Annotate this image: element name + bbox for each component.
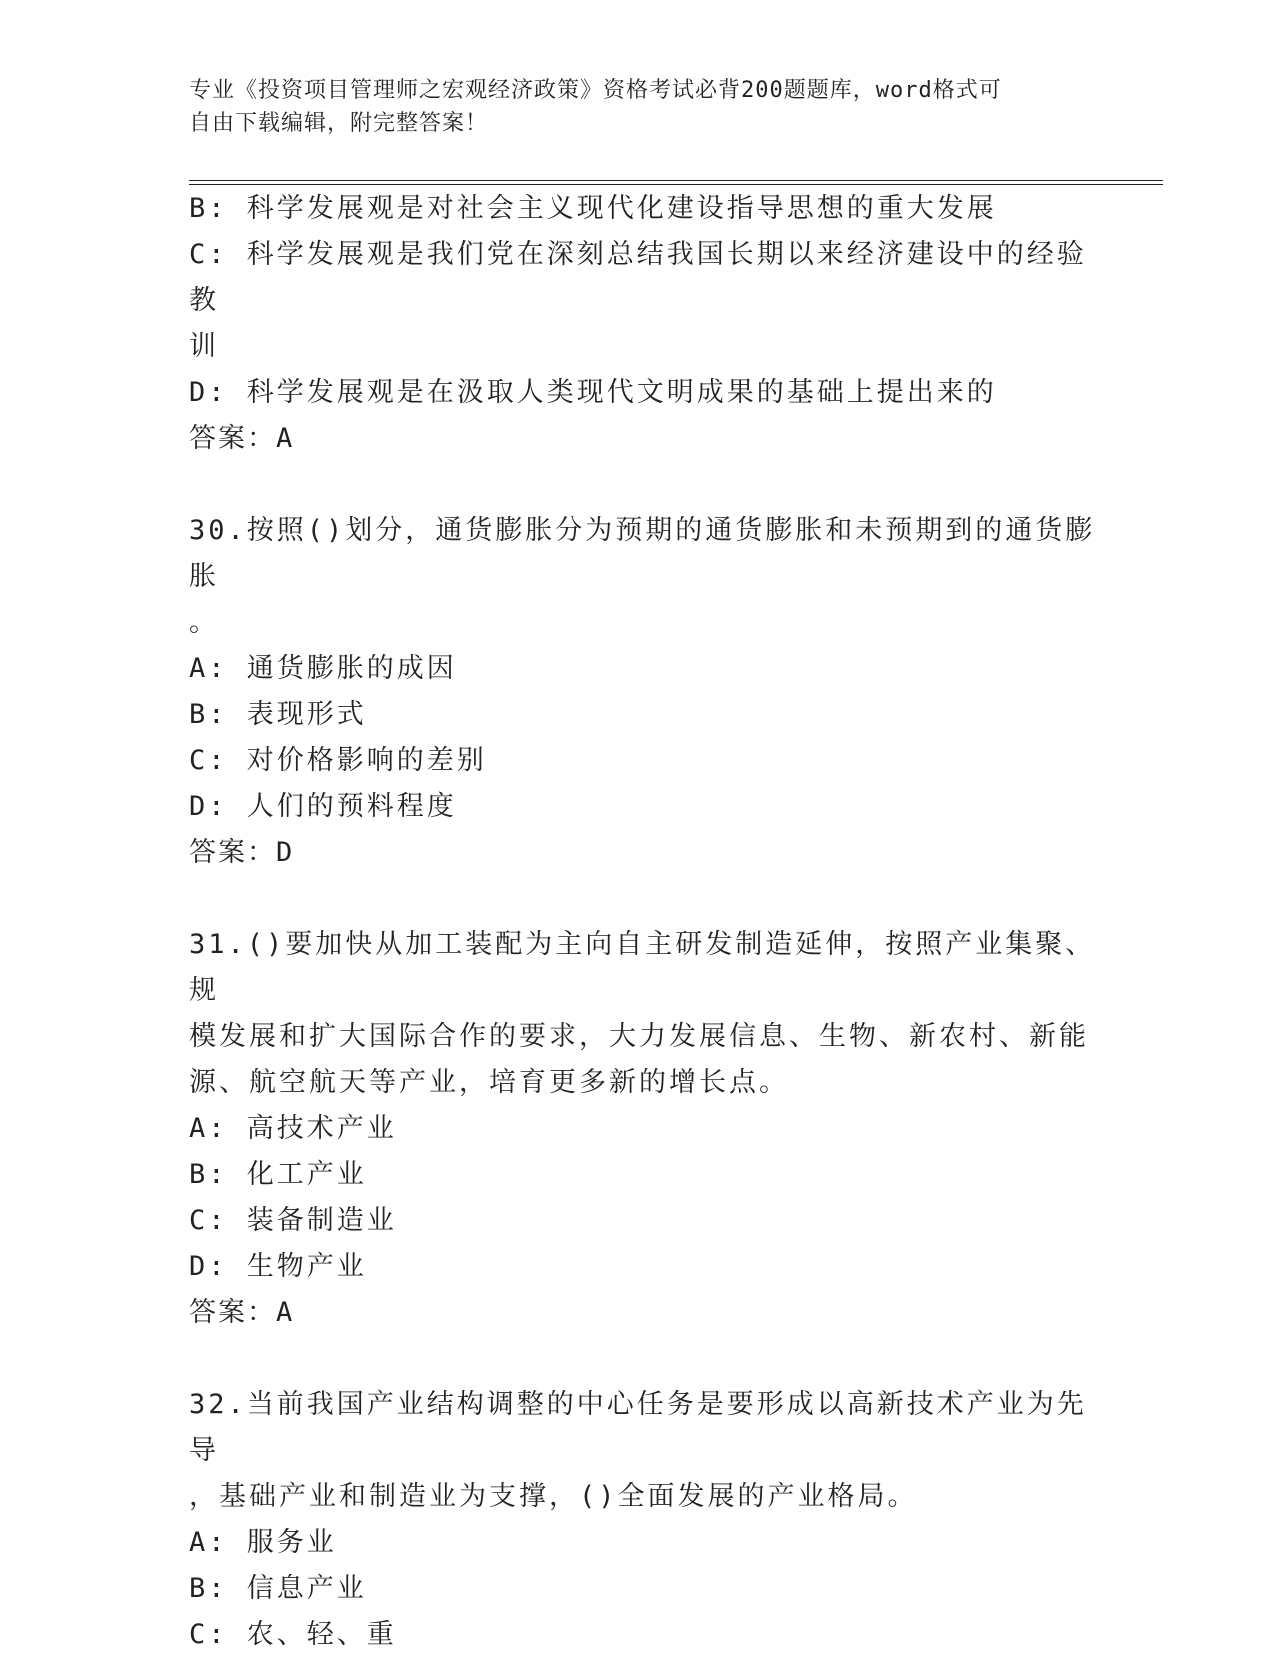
answer-label: 答案： <box>189 423 276 454</box>
answer-line <box>189 416 1099 462</box>
header-line-2: 自由下载编辑，附完整答案！ <box>189 111 489 136</box>
option-b: B: 科学发展观是对社会主义现代化建设指导思想的重大发展 <box>189 193 997 224</box>
option-b: B: 表现形式 <box>189 699 367 730</box>
option-d: D: 生物产业 <box>189 1251 367 1282</box>
option-b: B: 信息产业 <box>189 1573 367 1604</box>
question-text: 30.按照()划分，通货膨胀分为预期的通货膨胀和未预期到的通货膨胀 <box>189 515 1096 592</box>
header-double-rule <box>189 180 1163 185</box>
option-b: B: 化工产业 <box>189 1159 367 1190</box>
option-c-continued: 训 <box>189 331 219 362</box>
question-31 <box>189 922 1099 1336</box>
question-text-continued: 模发展和扩大国际合作的要求，大力发展信息、生物、新农村、新能 <box>189 1021 1089 1052</box>
answer-value: A <box>276 1297 295 1328</box>
option-a: A: 服务业 <box>189 1527 337 1558</box>
document-header <box>189 74 1089 140</box>
answer-line <box>189 830 1099 876</box>
option-c: C: 科学发展观是我们党在深刻总结我国长期以来经济建设中的经验教 <box>189 239 1087 316</box>
question-29-partial <box>189 186 1099 462</box>
answer-value: A <box>276 423 295 454</box>
question-content <box>189 186 1099 1658</box>
answer-line <box>189 1290 1099 1336</box>
answer-label: 答案： <box>189 1297 276 1328</box>
option-d: D: 科学发展观是在汲取人类现代文明成果的基础上提出来的 <box>189 377 997 408</box>
option-c: C: 装备制造业 <box>189 1205 397 1236</box>
answer-value: D <box>276 837 295 868</box>
question-text-continued: 源、航空航天等产业，培育更多新的增长点。 <box>189 1067 789 1098</box>
question-text-continued: ，基础产业和制造业为支撑，()全面发展的产业格局。 <box>189 1481 918 1512</box>
question-text: 32.当前我国产业结构调整的中心任务是要形成以高新技术产业为先导 <box>189 1389 1087 1466</box>
option-d: D: 人们的预料程度 <box>189 791 457 822</box>
spacer <box>189 1336 1099 1382</box>
question-text: 31.()要加快从加工装配为主向自主研发制造延伸，按照产业集聚、规 <box>189 929 1096 1006</box>
header-line-1: 专业《投资项目管理师之宏观经济政策》资格考试必背200题题库，word格式可 <box>189 78 1002 103</box>
answer-label: 答案： <box>189 837 276 868</box>
option-c: C: 农、轻、重 <box>189 1619 397 1650</box>
question-text-continued: 。 <box>189 607 219 638</box>
spacer <box>189 462 1099 508</box>
question-30 <box>189 508 1099 876</box>
option-c: C: 对价格影响的差别 <box>189 745 487 776</box>
option-a: A: 高技术产业 <box>189 1113 397 1144</box>
option-a: A: 通货膨胀的成因 <box>189 653 457 684</box>
question-32 <box>189 1382 1099 1658</box>
spacer <box>189 876 1099 922</box>
